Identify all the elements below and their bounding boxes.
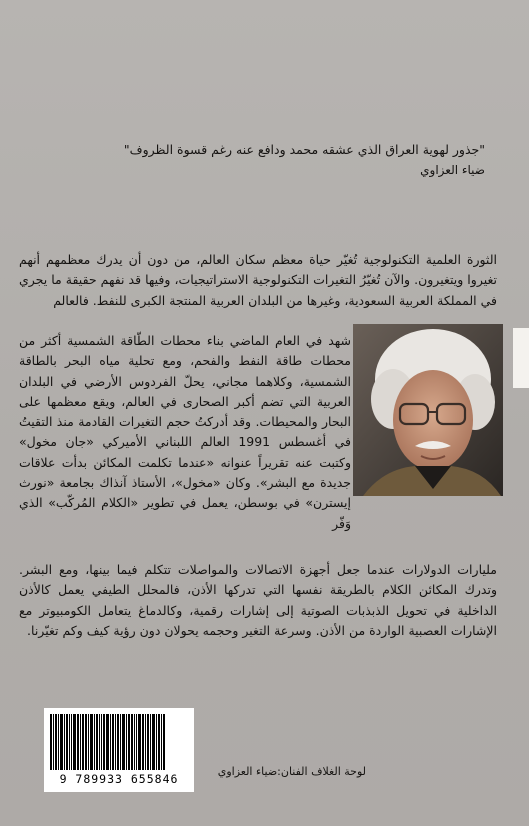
author-photo [353, 324, 503, 496]
body-paragraph-3: مليارات الدولارات عندما جعل أجهزة الاتصالات والمواصلات تتكلم فيما بينها، ومع البشر. وتدرك المكائن الكلام بالطريقة نفسها التي تدركها الأذن، فالمحلل الطيفي يعمل كالأذن الداخلية في تحويل الذبذبات الصوتية إلى إشارات رقمية، وكالدماغ يتعامل الكومبيوتر مع الإشارات العصبية الواردة من الأذن. وسرعة التغير وحجمه يحولان دون رؤية كيف وكم تغيّرنا. [19, 562, 497, 638]
isbn-number: 9 789933 655846 [59, 772, 179, 786]
body-paragraph-2: شهد في العام الماضي بناء محطات الطّاقة الشمسية أكثر من محطات طاقة النفط والفحم، ومع تحلية مياه البحر بالطاقة الشمسية، وكلاهما مجاني، يحلّ الفردوس الأرضي في البلدان العربية التي تضم أكبر الصحارى في العالم، ويقع معظمها على البحار والمحيطات. وقد أدركتُ حجم التغيرات القادمة منذ التقيتُ في أغسطس 1991 العالم اللبناني الأميركي «جان مخول» وكتبت عنه تقريراً عنوانه «عندما تكلمت المكائن بدأت علاقات جديدة مع البشر». وكان «مخول»، الأستاذ آنذاك بجامعة «نورث إيسترن» في بوسطن، يعمل في تطوير «الكلام المُركّب» الذي وَفّر [19, 333, 351, 531]
quote-author: ضياء العزاوي [420, 163, 485, 177]
cover-art-credit: لوحة الغلاف الفنان:ضياء العزاوي [217, 765, 366, 778]
isbn-barcode [44, 708, 194, 792]
barcode-bars [50, 714, 188, 770]
cover-edge-strip [513, 328, 529, 388]
author-portrait-illustration [353, 324, 503, 496]
cover-quote [65, 140, 485, 180]
quote-text: "جذور لهوية العراق الذي عشقه محمد ودافع عنه رغم قسوة الظروف" [123, 142, 485, 157]
body-paragraph-1: الثورة العلمية التكنولوجية تُغيّر حياة معظم سكان العالم، من دون أن يدرك معظمهم أنهم تغيروا ويتغيرون. والآن تُغيّرُ التغيرات التكنولوجية الاستراتيجيات، وفيها قد نفهم حقيقة ما يجري في المملكة العربية السعودية، وغيرها من البلدان العربية المنتجة الكبرى للنفط. فالعالم [19, 252, 497, 308]
